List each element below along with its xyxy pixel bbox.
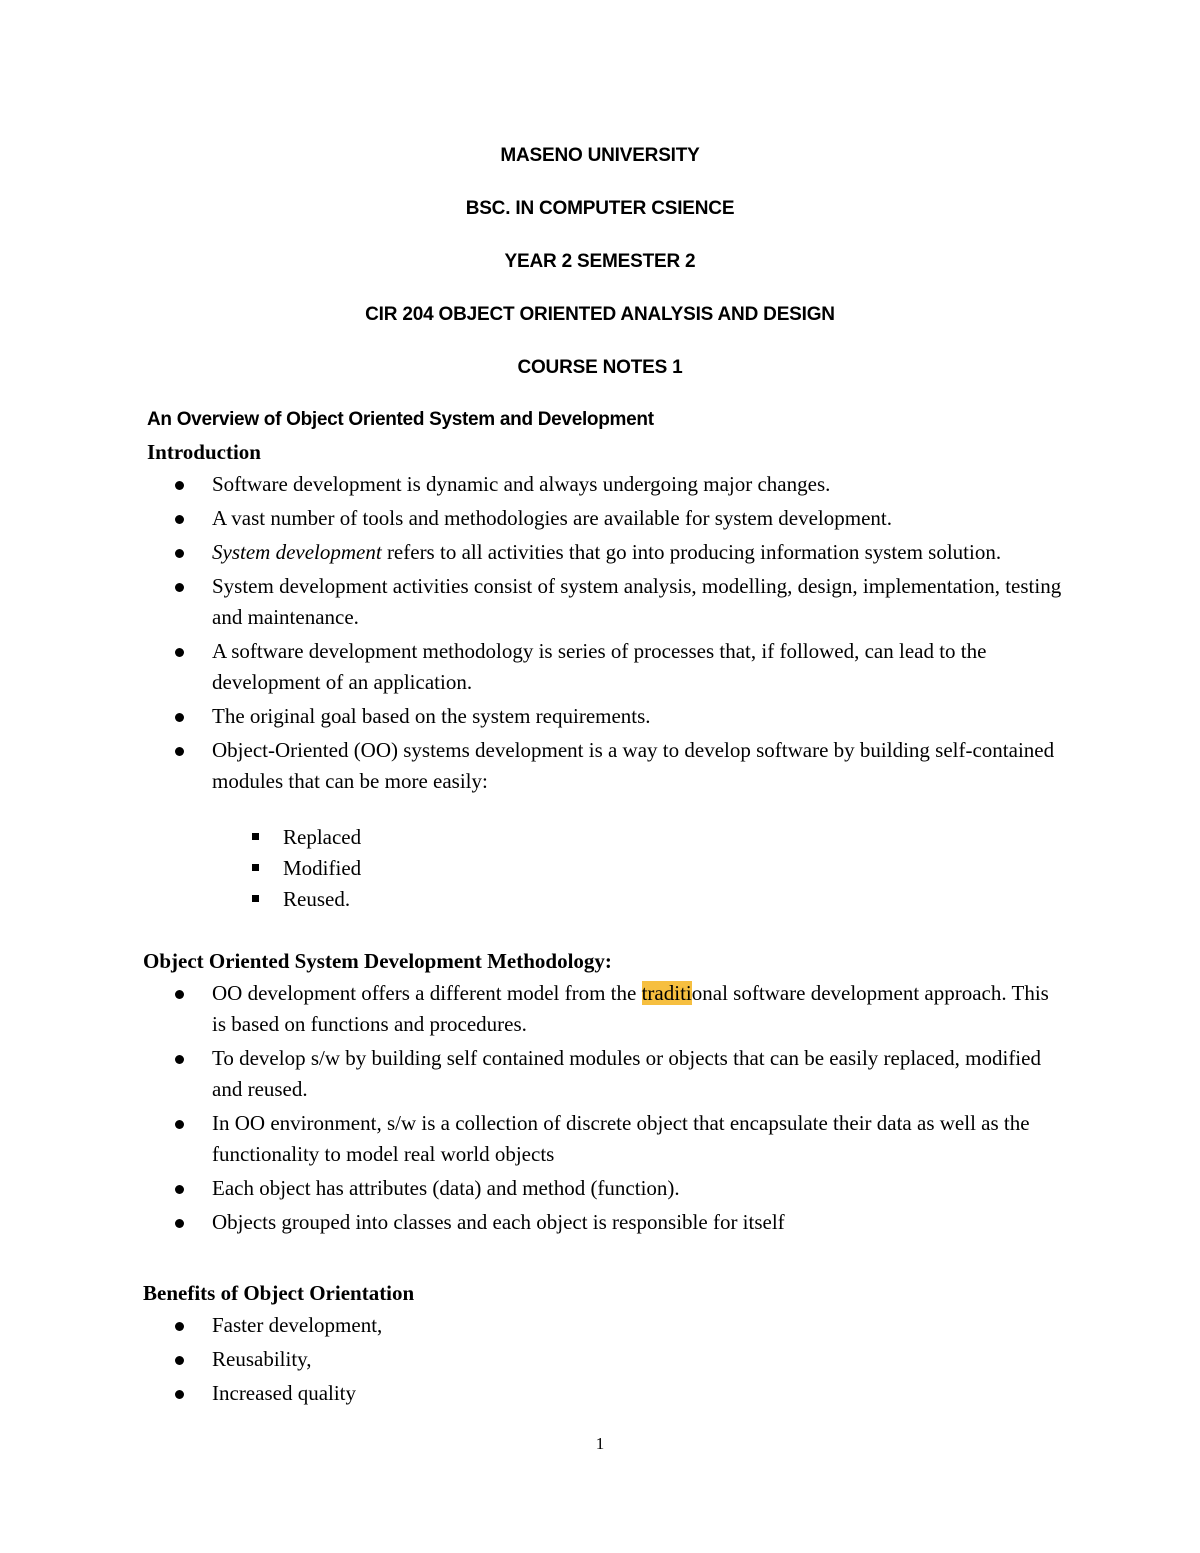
list-item: Increased quality: [0, 1378, 1062, 1409]
list-item: System development refers to all activities that go into producing information system solution.: [0, 537, 1062, 568]
highlighted-text: traditi: [641, 981, 692, 1005]
list-item: Objects grouped into classes and each object is responsible for itself: [0, 1207, 1062, 1238]
list-item: In OO environment, s/w is a collection of discrete object that encapsulate their data as well as the functionality to model real world objects: [0, 1108, 1062, 1170]
methodology-list: [0, 978, 1200, 1241]
bullet-icon: [175, 1356, 184, 1365]
bullet-icon: [175, 1185, 184, 1194]
italic-term: System development: [212, 540, 382, 564]
sub-list-item: Modified: [0, 853, 1133, 884]
bullet-icon: [175, 1322, 184, 1331]
page-number: 1: [595, 1434, 605, 1453]
bullet-icon: [175, 1055, 184, 1064]
benefits-heading: Benefits of Object Orientation: [143, 1281, 415, 1305]
course-title: CIR 204 OBJECT ORIENTED ANALYSIS AND DESIGN: [365, 304, 835, 325]
square-bullet-icon: [252, 833, 259, 840]
list-item: The original goal based on the system requirements.: [0, 701, 1062, 732]
university-name: MASENO UNIVERSITY: [500, 145, 700, 166]
year-semester: YEAR 2 SEMESTER 2: [504, 251, 696, 272]
list-item: A vast number of tools and methodologies are available for system development.: [0, 503, 1062, 534]
degree-title: BSC. IN COMPUTER CSIENCE: [465, 198, 735, 219]
list-item: Each object has attributes (data) and method (function).: [0, 1173, 1062, 1204]
sub-list-item: Reused.: [0, 884, 1133, 915]
bullet-icon: [175, 515, 184, 524]
bullet-icon: [175, 583, 184, 592]
list-item: Faster development,: [0, 1310, 1062, 1341]
list-item: OO development offers a different model from the traditional software development approach. This is based on functions and procedures.: [0, 978, 1062, 1040]
introduction-heading: Introduction: [147, 440, 261, 464]
bullet-icon: [175, 713, 184, 722]
bullet-icon: [175, 549, 184, 558]
sub-list-item: Replaced: [0, 822, 1133, 853]
list-item: Reusability,: [0, 1344, 1062, 1375]
methodology-heading: Object Oriented System Development Methodology:: [143, 949, 612, 973]
bullet-icon: [175, 747, 184, 756]
overview-title: An Overview of Object Oriented System and Development: [147, 409, 654, 430]
benefits-list: [0, 1310, 1200, 1412]
bullet-icon: [175, 1219, 184, 1228]
bullet-icon: [175, 1390, 184, 1399]
list-item: To develop s/w by building self contained modules or objects that can be easily replaced, modified and reused.: [0, 1043, 1062, 1105]
list-item: System development activities consist of system analysis, modelling, design, implementation, testing and maintenance.: [0, 571, 1062, 633]
bullet-icon: [175, 648, 184, 657]
bullet-icon: [175, 990, 184, 999]
square-bullet-icon: [252, 895, 259, 902]
list-item: A software development methodology is series of processes that, if followed, can lead to the development of an application.: [0, 636, 1062, 698]
bullet-icon: [175, 1120, 184, 1129]
bullet-icon: [175, 481, 184, 490]
introduction-list: [0, 469, 1200, 797]
square-bullet-icon: [252, 864, 259, 871]
list-item: Object-Oriented (OO) systems development is a way to develop software by building self-contained modules that can be more easily:: [0, 735, 1062, 797]
sub-list: [0, 822, 1200, 915]
list-item: Software development is dynamic and always undergoing major changes.: [0, 469, 1062, 500]
notes-title: COURSE NOTES 1: [517, 357, 683, 378]
